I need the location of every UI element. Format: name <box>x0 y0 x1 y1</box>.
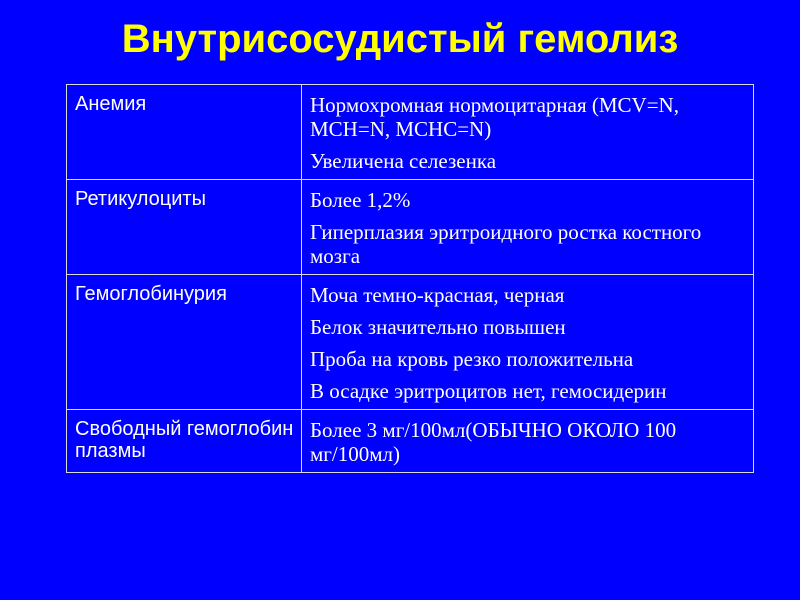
table-row-hemoglobinuria <box>67 275 754 410</box>
value-line: Моча темно-красная, черная <box>310 283 565 307</box>
value-line: Увеличена селезенка <box>310 149 497 173</box>
value-line: Нормохромная нормоцитарная (MCV=N, MCH=N, MCHC=N) <box>310 93 679 141</box>
row-value <box>302 275 754 410</box>
row-label: Свободный гемоглобин плазмы <box>67 410 302 473</box>
table-row-reticulocytes <box>67 180 754 275</box>
row-label: Анемия <box>67 85 302 180</box>
table-row-free-hemoglobin <box>67 410 754 473</box>
value-line: В осадке эритроцитов нет, гемосидерин <box>310 379 667 403</box>
table-row-anemia <box>67 85 754 180</box>
row-label: Ретикулоциты <box>67 180 302 275</box>
value-line: Более 3 мг/100мл(ОБЫЧНО ОКОЛО 100 мг/100мл) <box>310 418 677 466</box>
row-label: Гемоглобинурия <box>67 275 302 410</box>
value-line: Более 1,2% <box>310 188 411 212</box>
value-line: Гиперплазия эритроидного ростка костного мозга <box>310 220 702 268</box>
row-value <box>302 410 754 473</box>
value-line: Белок значительно повышен <box>310 315 566 339</box>
value-line: Проба на кровь резко положительна <box>310 347 634 371</box>
row-value <box>302 85 754 180</box>
slide-title: Внутрисосудистый гемолиз <box>121 17 679 61</box>
row-value <box>302 180 754 275</box>
hemolysis-table <box>66 84 754 473</box>
